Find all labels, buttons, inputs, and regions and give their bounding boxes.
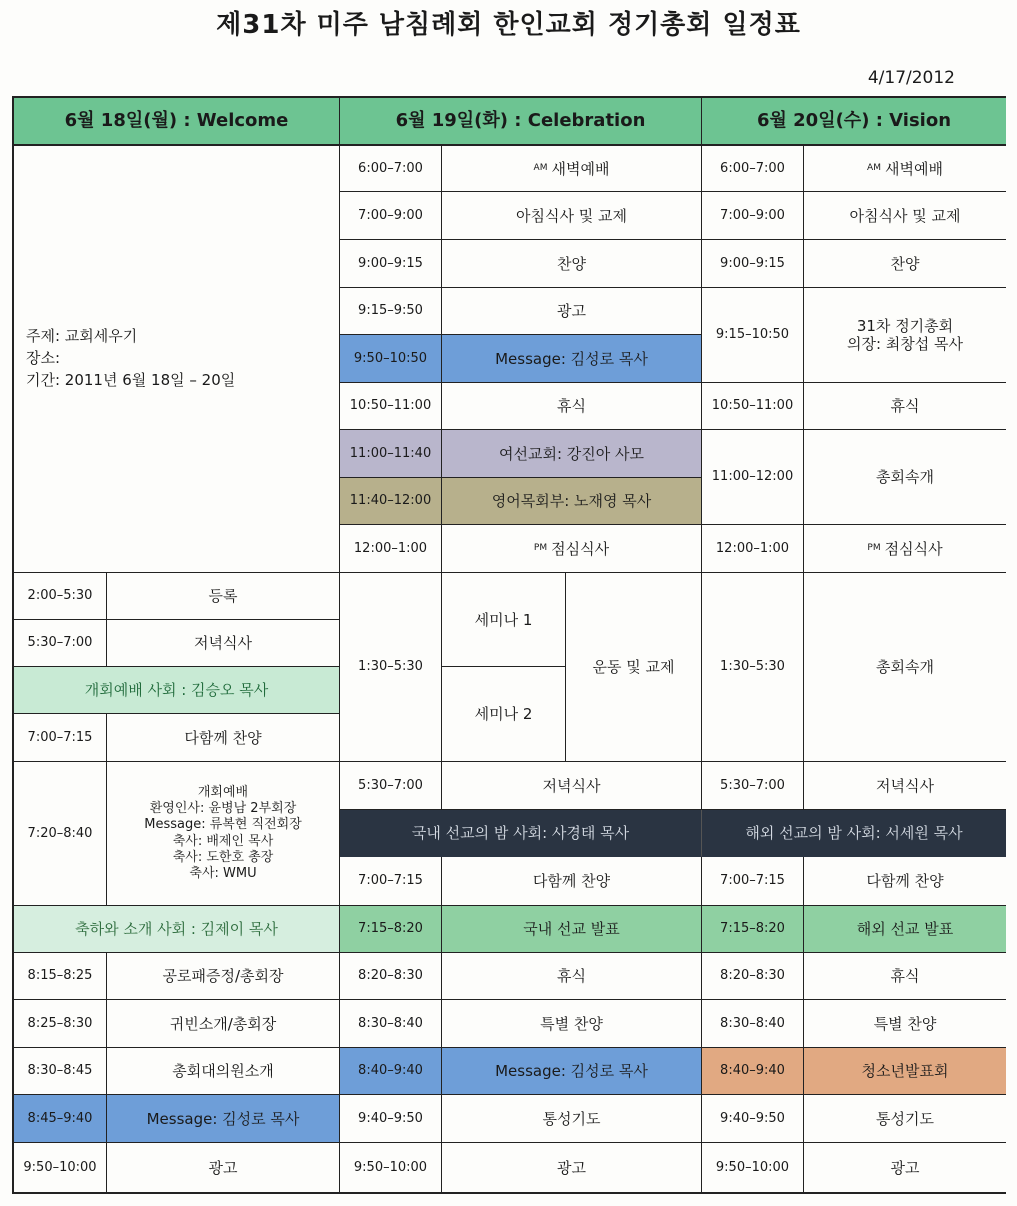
day1-event-message: Message: 김성로 목사 <box>107 1095 340 1143</box>
day3-time: 7:15–8:20 <box>702 906 804 953</box>
day1-time: 8:45–9:40 <box>14 1095 107 1143</box>
day2-event: 아침식사 및 교제 <box>442 192 702 240</box>
day2-event: 찬양 <box>442 240 702 288</box>
day1-event: 귀빈소개/총회장 <box>107 1000 340 1048</box>
day3-time: 8:30–8:40 <box>702 1000 804 1048</box>
day2-time: 8:30–8:40 <box>340 1000 442 1048</box>
day2-event: 휴식 <box>442 953 702 1000</box>
day2-time: 1:30–5:30 <box>340 573 442 762</box>
day1-event: 다함께 찬양 <box>107 714 340 762</box>
document-date: 4/17/2012 <box>867 68 955 88</box>
day2-time: 8:20–8:30 <box>340 953 442 1000</box>
schedule-table <box>12 96 1006 1194</box>
day3-event: 저녁식사 <box>804 762 1006 810</box>
line: 의장: 최창섭 목사 <box>846 335 964 353</box>
day1-event: 등록 <box>107 573 340 620</box>
day3-event: 휴식 <box>804 953 1006 1000</box>
day2-time: 9:40–9:50 <box>340 1095 442 1143</box>
day2-time: 7:00–7:15 <box>340 857 442 906</box>
line: 축사: WMU <box>189 866 257 881</box>
day1-time: 5:30–7:00 <box>14 620 107 667</box>
line: Message: 류복현 직전회장 <box>144 817 302 833</box>
info-place: 장소: <box>26 349 61 368</box>
day3-event-youth: 청소년발표회 <box>804 1048 1006 1095</box>
day3-event: 광고 <box>804 1143 1006 1192</box>
day1-info-block <box>14 146 340 573</box>
day1-banner-celebration: 축하와 소개 사회 : 김제이 목사 <box>14 906 340 953</box>
day1-event: 저녁식사 <box>107 620 340 667</box>
line: 축사: 도한호 총장 <box>172 849 274 865</box>
day3-time: 9:00–9:15 <box>702 240 804 288</box>
day2-event: 특별 찬양 <box>442 1000 702 1048</box>
day3-time: 8:20–8:30 <box>702 953 804 1000</box>
day2-banner-domestic-mission: 국내 선교의 밤 사회: 사경태 목사 <box>340 810 702 857</box>
day3-event <box>804 525 1006 573</box>
day2-event: 영어목회부: 노재영 목사 <box>442 478 702 525</box>
day3-event: 아침식사 및 교제 <box>804 192 1006 240</box>
line: 31차 정기총회 <box>856 317 954 335</box>
line: 환영인사: 윤병남 2부회장 <box>149 801 297 816</box>
day2-event: 휴식 <box>442 383 702 430</box>
day2-seminar-2: 세미나 2 <box>442 667 566 762</box>
day3-event: 특별 찬양 <box>804 1000 1006 1048</box>
day2-time: 9:00–9:15 <box>340 240 442 288</box>
day2-time: 11:00–11:40 <box>340 430 442 478</box>
day3-general-assembly <box>804 288 1006 383</box>
day3-time: 11:00–12:00 <box>702 430 804 525</box>
header-day3: 6월 20일(수) : Vision <box>702 98 1006 146</box>
day2-time: 8:40–9:40 <box>340 1048 442 1095</box>
day2-event: 저녁식사 <box>442 762 702 810</box>
day3-event: 찬양 <box>804 240 1006 288</box>
day3-event: 통성기도 <box>804 1095 1006 1143</box>
day3-time: 1:30–5:30 <box>702 573 804 762</box>
day1-opening-worship <box>107 762 340 906</box>
day3-time: 7:00–7:15 <box>702 857 804 906</box>
day3-time: 6:00–7:00 <box>702 146 804 192</box>
header-day2: 6월 19일(화) : Celebration <box>340 98 702 146</box>
day2-event: 광고 <box>442 1143 702 1192</box>
day1-time: 9:50–10:00 <box>14 1143 107 1192</box>
am-label: AM <box>867 163 881 174</box>
line: 개회예배 <box>197 784 249 800</box>
day2-time: 10:50–11:00 <box>340 383 442 430</box>
line: 축사: 배제인 목사 <box>172 833 274 849</box>
day2-time: 5:30–7:00 <box>340 762 442 810</box>
am-label: AM <box>533 163 548 174</box>
event-text: 새벽예배 <box>884 159 943 178</box>
day3-banner-overseas-mission: 해외 선교의 밤 사회: 서세원 목사 <box>702 810 1006 857</box>
event-text: 새벽예배 <box>551 159 610 178</box>
day3-time: 9:50–10:00 <box>702 1143 804 1192</box>
day2-time: 12:00–1:00 <box>340 525 442 573</box>
day2-time: 11:40–12:00 <box>340 478 442 525</box>
day2-time: 9:50–10:00 <box>340 1143 442 1192</box>
day1-time: 8:30–8:45 <box>14 1048 107 1095</box>
event-text: 점심식사 <box>551 539 610 558</box>
day3-event: 다함께 찬양 <box>804 857 1006 906</box>
header-day1: 6월 18일(월) : Welcome <box>14 98 340 146</box>
day3-event: 총회속개 <box>804 573 1006 762</box>
day1-time: 7:00–7:15 <box>14 714 107 762</box>
day2-event: 운동 및 교제 <box>566 573 702 762</box>
day1-event: 공로패증정/총회장 <box>107 953 340 1000</box>
day2-time: 9:15–9:50 <box>340 288 442 335</box>
day3-time: 9:15–10:50 <box>702 288 804 383</box>
day3-event: 해외 선교 발표 <box>804 906 1006 953</box>
info-theme: 주제: 교회세우기 <box>26 327 138 346</box>
day2-event: 여선교회: 강진아 사모 <box>442 430 702 478</box>
day3-event: 휴식 <box>804 383 1006 430</box>
day1-time: 2:00–5:30 <box>14 573 107 620</box>
day2-time: 9:50–10:50 <box>340 335 442 383</box>
day2-event: 국내 선교 발표 <box>442 906 702 953</box>
day1-time: 7:20–8:40 <box>14 762 107 906</box>
day3-time: 10:50–11:00 <box>702 383 804 430</box>
day1-event: 광고 <box>107 1143 340 1192</box>
pm-label: PM <box>867 543 881 554</box>
day2-event-message: Message: 김성로 목사 <box>442 1048 702 1095</box>
day2-event-message: Message: 김성로 목사 <box>442 335 702 383</box>
day3-time: 7:00–9:00 <box>702 192 804 240</box>
day2-event: 다함께 찬양 <box>442 857 702 906</box>
day2-event: 통성기도 <box>442 1095 702 1143</box>
day2-event <box>442 525 702 573</box>
info-period: 기간: 2011년 6월 18일 – 20일 <box>26 370 236 389</box>
day1-time: 8:15–8:25 <box>14 953 107 1000</box>
day2-event: 광고 <box>442 288 702 335</box>
event-text: 점심식사 <box>884 539 943 558</box>
day3-time: 9:40–9:50 <box>702 1095 804 1143</box>
day2-time: 7:15–8:20 <box>340 906 442 953</box>
day3-event: 총회속개 <box>804 430 1006 525</box>
day2-seminar-1: 세미나 1 <box>442 573 566 667</box>
day3-time: 12:00–1:00 <box>702 525 804 573</box>
day1-event: 총회대의원소개 <box>107 1048 340 1095</box>
day3-time: 8:40–9:40 <box>702 1048 804 1095</box>
pm-label: PM <box>533 543 548 554</box>
page-title: 제31차 미주 남침례회 한인교회 정기총회 일정표 <box>216 10 801 40</box>
day2-time: 7:00–9:00 <box>340 192 442 240</box>
day3-event <box>804 146 1006 192</box>
day1-banner-opening: 개회예배 사회 : 김승오 목사 <box>14 667 340 714</box>
day2-event <box>442 146 702 192</box>
day2-time: 6:00–7:00 <box>340 146 442 192</box>
day3-time: 5:30–7:00 <box>702 762 804 810</box>
day1-time: 8:25–8:30 <box>14 1000 107 1048</box>
